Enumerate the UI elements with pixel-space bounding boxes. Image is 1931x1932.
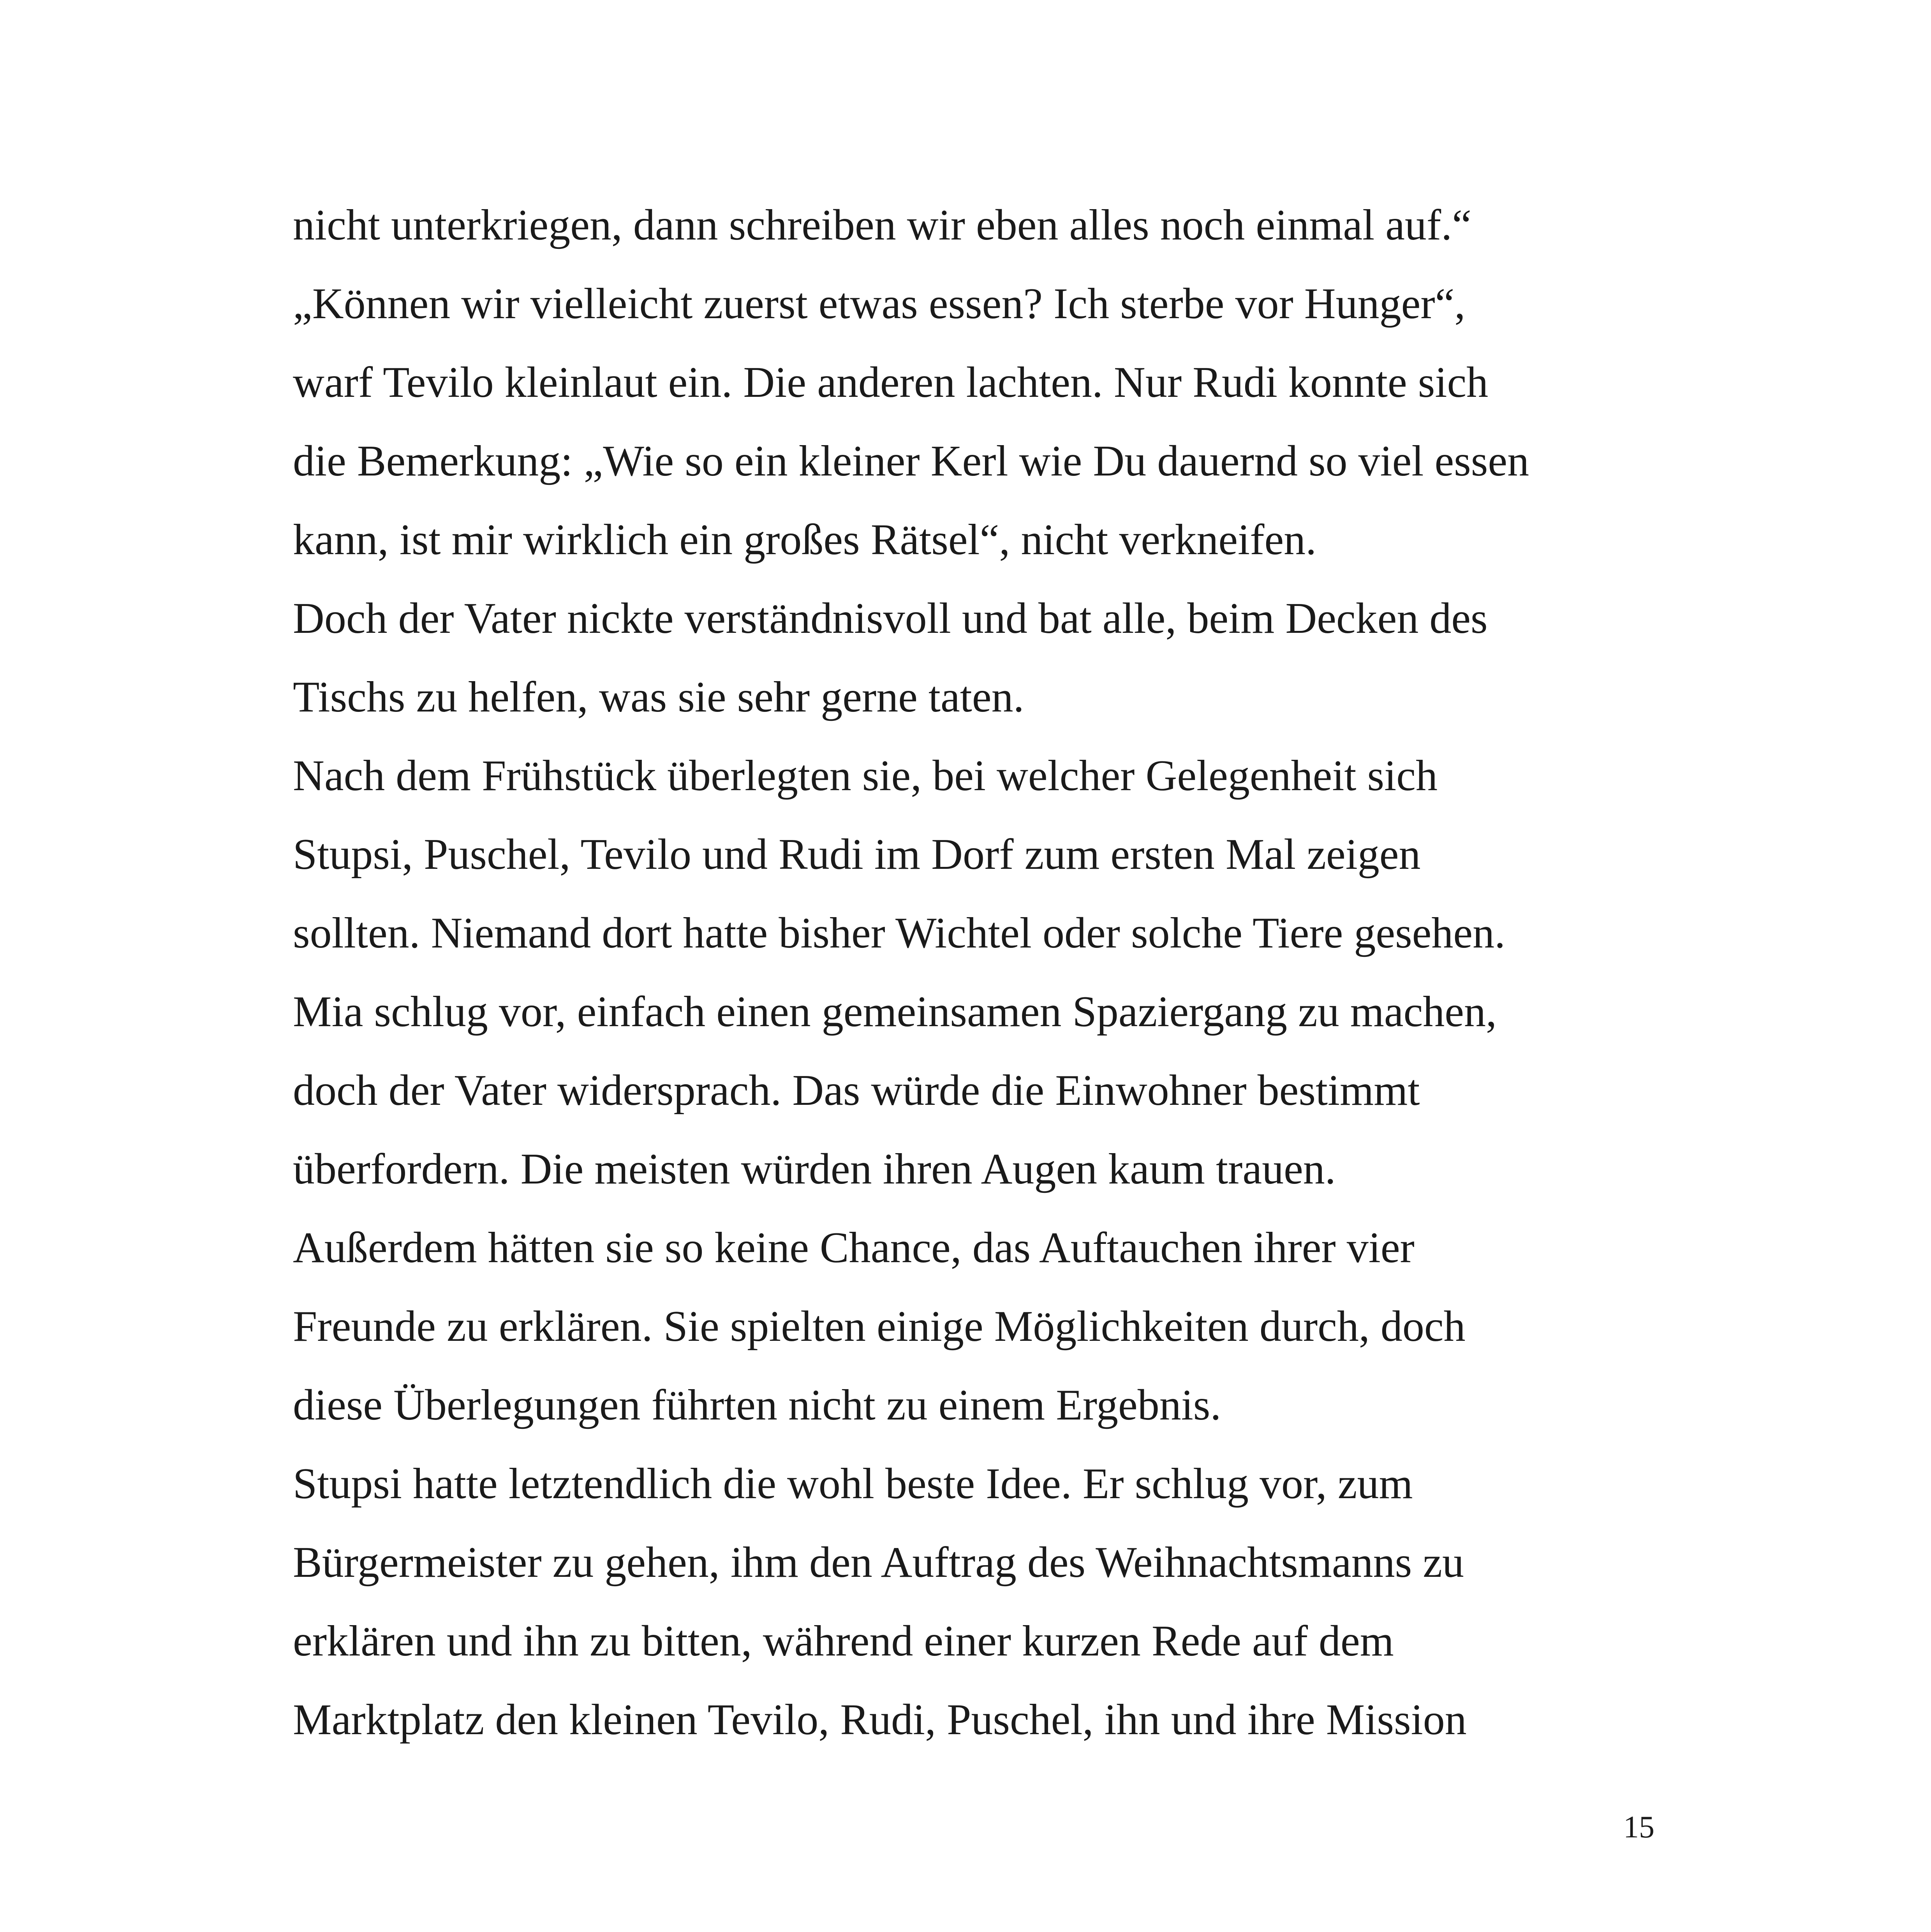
text-line: Tischs zu helfen, was sie sehr gerne taten. [293,673,1024,721]
text-line: Bürgermeister zu gehen, ihm den Auftrag des Weihnachtsmanns zu [293,1538,1464,1587]
text-line: Marktplatz den kleinen Tevilo, Rudi, Puschel, ihn und ihre Mission [293,1696,1467,1744]
text-line: Stupsi hatte letztendlich die wohl beste Idee. Er schlug vor, zum [293,1460,1413,1508]
text-line: überfordern. Die meisten würden ihren Augen kaum trauen. [293,1145,1336,1193]
text-line: Außerdem hätten sie so keine Chance, das Auftauchen ihrer vier [293,1224,1415,1272]
text-line: Nach dem Frühstück überlegten sie, bei welcher Gelegenheit sich [293,752,1438,800]
text-line: Freunde zu erklären. Sie spielten einige Möglichkeiten durch, doch [293,1302,1466,1351]
text-line: Stupsi, Puschel, Tevilo und Rudi im Dorf zum ersten Mal zeigen [293,830,1421,879]
text-line: erklären und ihn zu bitten, während einer kurzen Rede auf dem [293,1617,1394,1665]
text-line: doch der Vater widersprach. Das würde die Einwohner bestimmt [293,1066,1420,1115]
text-line: Mia schlug vor, einfach einen gemeinsamen Spaziergang zu machen, [293,988,1497,1036]
text-line: die Bemerkung: „Wie so ein kleiner Kerl wie Du dauernd so viel essen [293,437,1529,485]
text-line: kann, ist mir wirklich ein großes Rätsel“, nicht verkneifen. [293,516,1317,564]
body-text [293,186,1718,1759]
text-line: „Können wir vielleicht zuerst etwas essen? Ich sterbe vor Hunger“, [293,280,1466,328]
text-line: sollten. Niemand dort hatte bisher Wichtel oder solche Tiere gesehen. [293,909,1506,957]
text-line: nicht unterkriegen, dann schreiben wir eben alles noch einmal auf.“ [293,201,1471,249]
page-number: 15 [1623,1810,1654,1844]
text-line: diese Überlegungen führten nicht zu einem Ergebnis. [293,1381,1221,1429]
text-line: Doch der Vater nickte verständnisvoll und bat alle, beim Decken des [293,594,1488,643]
text-line: warf Tevilo kleinlaut ein. Die anderen lachten. Nur Rudi konnte sich [293,358,1489,407]
